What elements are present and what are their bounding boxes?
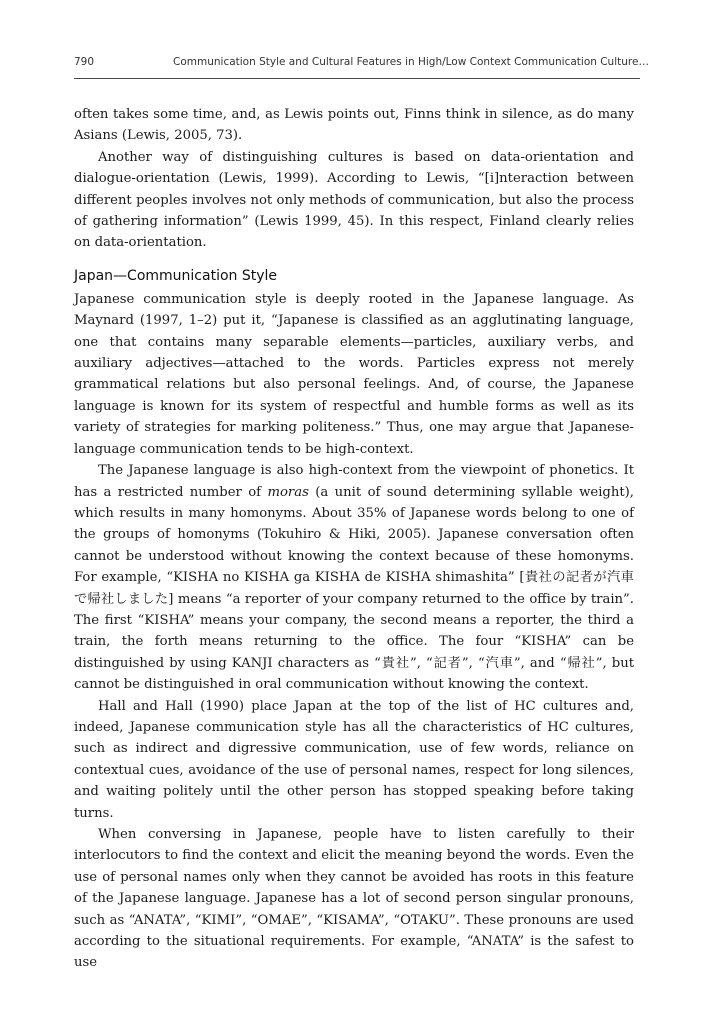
paragraph-2: Another way of distinguishing cultures is based on data-orientation and dialogue-orientation (Lewis, 1999). According to Lewis, “[i]nteraction between different peoples involves not only methods of communication, but also the process of gathering information” (Lewis 1999, 45). In this respect, Finland clearly relies on data-orientation. xyxy=(74,149,634,251)
paragraph-4-part-b: (a unit of sound determining syllable weight), which results in many homonyms. About 35% of Japanese words belong to one of the groups of homonyms (Tokuhiro & Hiki, 2005). Japanese conversation often cannot be understood without knowing the context because of these homonyms. For example, “KISHA no KISHA ga KISHA de KISHA shimashita” [貴社の記者が汽車で帰社しました] means “a reporter of your company returned to the office by train”. The first “KISHA” means your company, the second means a reporter, the third a train, the forth means returning to the office. The four “KISHA” can be distinguished by using KANJI characters as “貴社”, “記者”, “汽車”, and “帰社”, but cannot be distinguished in oral communication without knowing the context. xyxy=(74,484,634,693)
body-text xyxy=(74,104,634,974)
header-rule xyxy=(74,78,640,79)
running-title: Communication Style and Cultural Features in High/Low Context Communication Culture… xyxy=(173,56,649,68)
paragraph-4 xyxy=(74,460,634,695)
paragraph-3: Japanese communication style is deeply rooted in the Japanese language. As Maynard (1997, 1–2) put it, “Japanese is classified as an agglutinating language, one that contains many separable elements—particles, auxiliary verbs, and auxiliary adjectives—attached to the words. Particles express not merely grammatical relations but also personal feelings. And, of course, the Japanese language is known for its system of respectful and humble forms as well as its variety of strategies for marking politeness.” Thus, one may argue that Japanese-language communication tends to be high-context. xyxy=(74,291,634,457)
paragraph-5: Hall and Hall (1990) place Japan at the top of the list of HC cultures and, indeed, Japanese communication style has all the characteristics of HC cultures, such as indirect and digressive communication, use of few words, reliance on contextual cues, avoidance of the use of personal names, respect for long silences, and waiting politely until the other person has stopped speaking before taking turns. xyxy=(74,698,634,821)
page-number: 790 xyxy=(74,56,95,68)
section-heading: Japan—Communication Style xyxy=(74,267,278,284)
paragraph-4-part-a: The Japanese language is also high-context from the viewpoint of phonetics. It has a restricted number of xyxy=(74,463,634,500)
paragraph-1: often takes some time, and, as Lewis points out, Finns think in silence, as do many Asians (Lewis, 2005, 73). xyxy=(74,107,634,144)
paragraph-6: When conversing in Japanese, people have to listen carefully to their interlocutors to find the context and elicit the meaning beyond the words. Even the use of personal names only when they cannot be avoided has roots in this feature of the Japanese language. Japanese has a lot of second person singular pronouns, such as “ANATA”, “KIMI”, “OMAE”, “KISAMA”, “OTAKU”. These pronouns are used according to the situational requirements. For example, “ANATA” is the safest to use xyxy=(74,827,634,971)
paragraph-4-italic-term: moras xyxy=(267,484,309,500)
